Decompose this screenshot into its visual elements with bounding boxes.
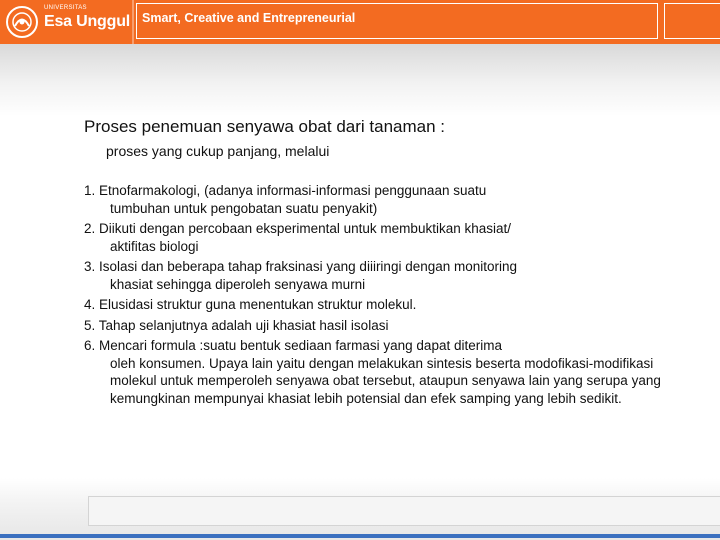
header-bar	[0, 0, 720, 44]
footer-frame	[88, 496, 720, 526]
list-item	[84, 296, 684, 314]
list-item	[84, 258, 684, 293]
tagline-frame	[136, 3, 658, 39]
list-item-text: 6. Mencari formula :suatu bentuk sediaan farmasi yang dapat diterima	[84, 338, 502, 353]
footer-accent-line	[0, 534, 720, 538]
header-gradient-band	[0, 44, 720, 116]
tagline: Smart, Creative and Entrepreneurial	[142, 11, 356, 25]
list-item-text: 1. Etnofarmakologi, (adanya informasi-informasi penggunaan suatu	[84, 183, 487, 198]
university-emblem-icon	[5, 5, 39, 39]
header-divider	[132, 0, 134, 44]
logo-name: Esa Unggul	[44, 13, 131, 30]
list-item-continuation: tumbuhan untuk pengobatan suatu penyakit)	[110, 200, 378, 216]
header-right-frame	[664, 3, 720, 39]
list-item-text: 4. Elusidasi struktur guna menentukan struktur molekul.	[84, 297, 417, 312]
slide-subtitle: proses yang cukup panjang, melalui	[106, 143, 330, 159]
list-item-continuation: oleh konsumen. Upaya lain yaitu dengan melakukan sintesis beserta modofikasi-modifikasi molekul untuk memperoleh senyawa obat tersebut, ataupun senyawa lain yang serupa yang kemungkinan mempunyai khasiat lebih potensial dan efek samping yang lebih sedikit.	[110, 355, 661, 406]
list-item-text: 5. Tahap selanjutnya adalah uji khasiat hasil isolasi	[84, 317, 389, 333]
list-item	[84, 317, 684, 335]
list-item	[84, 220, 684, 255]
list-item-continuation: aktifitas biologi	[110, 238, 199, 254]
list-item-text: 2. Diikuti dengan percobaan eksperimental untuk membuktikan khasiat/	[84, 221, 511, 236]
step-list	[84, 182, 684, 407]
slide-title: Proses penemuan senyawa obat dari tanaman :	[84, 117, 446, 136]
list-item-continuation: khasiat sehingga diperoleh senyawa murni	[110, 276, 366, 292]
list-item	[84, 182, 684, 217]
list-item	[84, 337, 684, 407]
list-item-text: 3. Isolasi dan beberapa tahap fraksinasi yang diiiringi dengan monitoring	[84, 259, 518, 274]
logo-small-text: UNIVERSITAS	[44, 5, 87, 11]
slide-content	[84, 116, 684, 410]
university-logo	[0, 0, 132, 44]
